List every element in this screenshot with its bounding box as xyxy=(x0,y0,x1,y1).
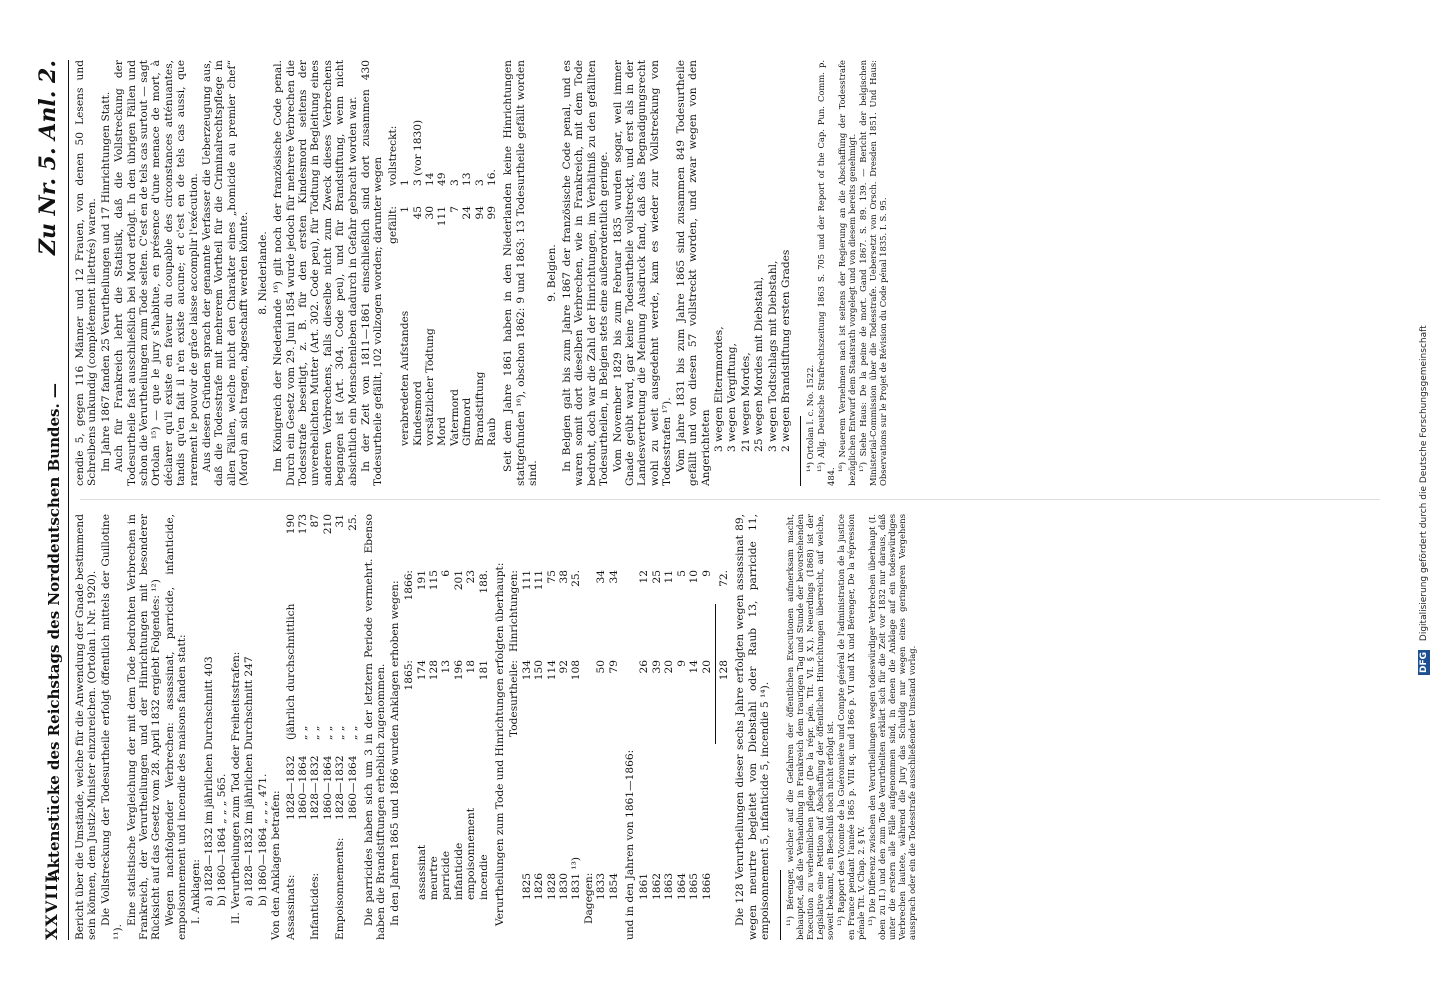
table-cell: 3 xyxy=(473,179,486,186)
table-cell: 1828 xyxy=(545,873,558,900)
paragraph: Im Königreich der Niederlande ¹⁶) gilt noch der französische Code penal. Durch ein Gesetz vom 29. Juni 1854 wurde jedoch für mehrere Verbrechen die Todesstrafe beseitigt, z. B. für den ersten Kindesmord seitens der unverehelichten Mutter (Art. 302. Code peu), für Tödtung in Begleitung eines anderen Verbrechens, falls dieselbe nicht zum Zweck dieses Verbrechens begangen ist (Art. 304. Code peu), und für Brandstiftung, wenn nicht absichtlich ein Menschenleben dadurch in Gefahr gebracht worden war. xyxy=(272,60,359,486)
table-row xyxy=(533,514,545,940)
table-cell: 31 xyxy=(334,514,347,528)
paragraph: Bericht über die Umstände, welche für die Anwendung der Gnade bestimmend sein können, dem Justiz-Minister einzureichen. (Ortolan l. Nr. 1920). xyxy=(74,514,99,940)
table-cell: 173 xyxy=(296,514,309,535)
table-cell: 25. xyxy=(570,570,583,587)
paragraph: In Belgien galt bis zum Jahre 1867 der französische Code penal, und es waren somit dort dieselben Verbrechen, wie in Frankreich, mit dem Tode bedroht, doch war die Zahl der Hinrichtungen, im Verhältniß zu den gefällten Todesurtheilen, in Belgien stets eine außerordentlich geringe. xyxy=(561,60,611,486)
table-sum-row xyxy=(718,514,730,940)
table-row xyxy=(347,514,359,940)
table-cell: 1864 xyxy=(675,873,688,900)
table-cell: (jährlich durchschnittlich xyxy=(284,603,297,740)
table-row xyxy=(558,514,570,940)
table-cell: 92 xyxy=(558,660,571,674)
table-label: Dagegen: xyxy=(582,872,595,924)
table-cell xyxy=(322,820,334,940)
paragraph: Aus diesen Gründen sprach der genannte Verfasser die Ueberzeugung aus, daß die Todesstrafe mit mehrerem Vortheil für die Criminalrechtspflege in allen Fällen, welche nicht den Charakter eines „homicide au premier chef“ (Mord) an sich tragen, abgeschafft werden könnte. xyxy=(201,60,251,486)
footnote: ¹⁷) Siehe Haus: De la peine de mort. Gand 1867. S. 89. 139. — Bericht der belgischen Ministerial-Commission über die Todesstrafe. Uebersetzt von Orsch. Dresden 1851. Und Haus: Observations sur le Projet de Révision du Code pénal 1835. I. S. 95. xyxy=(858,60,889,486)
table-cell: 174 xyxy=(415,660,428,681)
table-header-cell: vollstreckt: xyxy=(386,125,399,186)
table-cell: Assassinats: xyxy=(284,874,297,940)
table-header xyxy=(403,514,415,940)
table-cell: „ „ xyxy=(346,725,359,740)
table-cell: 13 xyxy=(440,660,453,674)
table-cell: 108 xyxy=(570,660,583,681)
table-header xyxy=(387,60,399,486)
netherlands-table xyxy=(387,60,499,486)
paragraph: Eine statistische Vergleichung der mit dem Tode bedrohten Verbrechen in Frankreich, der Verurtheilungen und der Hinrichtungen mit besonderer Rücksicht auf das Gesetz vom 28. April 1832 ergiebt Folgendes: ¹²) xyxy=(125,514,163,940)
table-header-cell xyxy=(403,750,415,940)
table-cell: 1 xyxy=(399,206,412,213)
table-cell: 23 xyxy=(465,570,478,584)
table-cell: Brandstiftung xyxy=(473,371,486,446)
paragraph: Die parricides haben sich um 3 in der letztern Periode vermehrt. Ebenso haben die Brandstiftungen erheblich zugenommen. xyxy=(362,514,388,940)
table-cell: „ „ xyxy=(309,725,322,740)
table-cell: 128 xyxy=(427,660,440,681)
table-row xyxy=(651,514,663,940)
table-cell: 1862 xyxy=(650,873,663,900)
table-cell: 1865 xyxy=(688,873,701,900)
digitization-credit xyxy=(1418,10,1430,990)
table-cell: 30 xyxy=(423,206,436,220)
table-header-cell: Hinrichtungen: xyxy=(508,570,521,653)
table-cell: Raub xyxy=(486,417,498,446)
table-cell: 196 xyxy=(452,660,465,681)
footnote: ¹⁴) Ortolan l. c. No. 1522. xyxy=(805,364,816,472)
header-section: Zu Nr. 5. Anl. 2. xyxy=(35,60,61,256)
list-item: a) 1828—1832 im jährlichen Durchschnitt 403 xyxy=(203,656,216,906)
executions-1861-1866-table xyxy=(638,514,730,940)
table-cell: Giftmord xyxy=(461,397,474,446)
table-header-cell: gefällt: xyxy=(386,206,399,244)
table-cell: 150 xyxy=(533,660,546,681)
table-cell: vorsätzlicher Tödtung xyxy=(423,328,436,446)
list-item: 3 wegen Todtschlags mit Diebstahl, xyxy=(766,260,779,452)
table-row xyxy=(521,514,533,940)
table-row xyxy=(424,60,436,486)
table-header-cell xyxy=(387,266,399,486)
footnote-rule xyxy=(800,416,801,486)
table-cell: 49 xyxy=(436,172,449,186)
table-row xyxy=(570,514,582,940)
list-heading: II. Verurtheilungen zum Tod oder Freiheitsstrafen: xyxy=(229,651,242,924)
paragraph: Auch für Frankreich lehrt die Statistik, daß die Vollstreckung der Todesurtheile fast ausschließlich bei Mord erfolgt. In den übrigen Fällen und schon die Verurtheilungen zum Tode selten. C'est en de tels cas surtout — sagt Ortolan ¹⁵) — que le jury s'habitue, en présence d'une menace de mort, à déclarer qu'il existe en faveur du coupable des circonstances atténuantes, tandis qu'en fait il n'en existe aucune; et c'est en de tels cas aussi, que rarement le pouvoir de grâce laisse accomplir l'exécution. xyxy=(113,60,200,486)
table-cell: 210 xyxy=(321,514,334,535)
table-cell: 1828—1832 xyxy=(334,755,347,820)
list-heading: I. Anklagen: xyxy=(189,859,202,924)
sum-rule xyxy=(715,604,716,744)
running-header xyxy=(35,60,69,940)
table-row xyxy=(412,60,424,486)
footnote-rule xyxy=(780,870,781,940)
table-cell: 87 xyxy=(309,514,322,528)
table-cell: 26 xyxy=(638,660,651,674)
table-cell: Mord xyxy=(436,416,449,446)
dfg-logo: DFG xyxy=(1419,651,1429,673)
table-cell: 1866 xyxy=(700,873,713,900)
footnote: ¹³) Die Differenz zwischen den Verurtheilungen wegen todeswürdiger Verbrechen überhaupt (I. oben zu II.) und den zum Tode Verurtheilten erklärt sich für die Zeit vor 1832 nur daraus, daß unter die erstern alle Fälle aufgenommen sind, in denen die Anklage auf ein todeswürdiges Verbrechen lautete, während die Jury das Schuldig nur wegen eines geringeren Vergehens aussprach oder ein die Todesstrafe ausschließender Umstand vorlag. xyxy=(866,514,917,940)
table-cell: 5 xyxy=(675,570,688,577)
table-cell: 114 xyxy=(545,660,558,681)
list-item: b) 1860—1864 „ „ „ 565. xyxy=(216,773,229,906)
table-cell: 7 xyxy=(448,206,461,213)
table-row xyxy=(453,514,465,940)
table-cell: infanticide xyxy=(452,842,465,900)
right-column xyxy=(74,60,889,486)
footnote: ¹⁶) Neuerem Vernehmen nach ist seitens der Regierung an die Abschaffung der Todesstrafe bezüglichen Entwurf dem Staatsrath vorgelegt und von diesem bereits genehmigt. xyxy=(837,60,858,486)
table-row xyxy=(449,60,461,486)
table-cell: 9 xyxy=(700,570,713,577)
list-item: 3 wegen Elternmordes, xyxy=(712,326,725,452)
table-header-cell: 1865: xyxy=(403,660,416,691)
table-row xyxy=(416,514,428,940)
paragraph: Vom November 1829 bis zum Februar 1835 wurden sogar, weil immer Gnade geübt ward, gar keine Todesurtheile vollstreckt, und erst als in der Landesvertretung die Meinung Ausdruck fand, daß das Begnadigungsrecht wohl zu weit ausgedehnt werde, kam es wieder zur Vollstreckung von Todesstrafen ¹⁷). xyxy=(611,60,674,486)
page-number: XXVIII xyxy=(42,874,61,940)
table-cell: 6 xyxy=(440,570,453,577)
paragraph: cendie 5, gegen 116 Männer und 12 Frauen, von denen 50 Lesens und Schreibens unkundig (complétement illettrés) waren. xyxy=(74,60,99,486)
paragraph: Von den Anklagen betrafen: xyxy=(270,790,283,940)
table-cell: 10 xyxy=(688,570,701,584)
table-cell: 1 xyxy=(399,179,412,186)
table-row xyxy=(676,514,688,940)
paragraph: In der Zeit von 1811—1861 einschließlich sind dort zusammen 430 Todesurtheile gefällt, 102 vollzogen worden; darunter wegen xyxy=(359,60,385,486)
table-header-cell xyxy=(508,750,520,940)
table-row xyxy=(595,514,607,940)
table-row xyxy=(608,514,620,940)
table-header-cell: Todesurtheile: xyxy=(508,660,521,737)
table-cell xyxy=(297,820,309,940)
table-cell: 1863 xyxy=(663,873,676,900)
list-item: 3 wegen Vergiftung, xyxy=(726,343,739,452)
table-row xyxy=(688,514,700,940)
table-cell: 3 (vor 1830) xyxy=(411,119,424,186)
table-cell: 20 xyxy=(700,660,713,674)
table-cell: 24 xyxy=(461,206,474,220)
death-sentences-table xyxy=(508,514,620,940)
table-cell: 9 xyxy=(675,660,688,667)
table-cell: 13 xyxy=(461,172,474,186)
table-cell: assassinat xyxy=(415,844,428,900)
paragraph: Im Jahre 1867 fanden 25 Verurtheilungen und 17 Hinrichtungen Statt. xyxy=(99,91,112,472)
scanned-page xyxy=(36,30,1396,970)
table-cell: 45 xyxy=(411,206,424,220)
table-cell: 1828—1832 xyxy=(284,755,297,820)
paragraph: Die Vollstreckung der Todesurtheile erfolgt öffentlich mittels der Guillotine ¹¹). xyxy=(99,514,125,940)
table-cell: 201 xyxy=(452,570,465,591)
table-cell: 134 xyxy=(520,660,533,681)
table-cell: 1830 xyxy=(558,873,571,900)
table-cell: 188. xyxy=(477,570,490,594)
table-cell: Vatermord xyxy=(448,389,461,446)
table-cell: 1854 xyxy=(607,873,620,900)
table-cell: 111 xyxy=(520,570,533,591)
table-cell: 25 xyxy=(650,570,663,584)
table-cell: 50 xyxy=(595,660,608,674)
header-title: Aktenstücke des Reichstags des Norddeutschen Bundes. — xyxy=(45,383,63,880)
list-item: b) 1860—1864 „ „ „ 471. xyxy=(256,773,269,906)
table-cell: „ „ xyxy=(296,725,309,740)
table-row xyxy=(461,60,473,486)
table-cell: „ „ xyxy=(334,725,347,740)
table-cell: 115 xyxy=(427,570,440,591)
table-cell: 38 xyxy=(558,570,571,584)
table-header-cell: 1866: xyxy=(403,570,416,601)
paragraph: Verurtheilungen zum Tode und Hinrichtungen erfolgten überhaupt: xyxy=(494,562,506,926)
table-row xyxy=(638,514,650,940)
table-cell: 34 xyxy=(607,570,620,584)
table-cell: meurtre xyxy=(427,856,440,900)
table-cell: 111 xyxy=(436,206,449,227)
table-row xyxy=(322,514,334,940)
list-item: 2 wegen Brandstiftung ersten Grades xyxy=(779,249,792,452)
table-cell: 1860—1864 xyxy=(296,755,309,820)
table-cell: 94 xyxy=(473,206,486,220)
table-row xyxy=(465,514,477,940)
table-cell: 1833 xyxy=(595,873,608,900)
paragraph: Die 128 Verurtheilungen dieser sechs Jahre erfolgten wegen assassinat 89, wegen meurtre begleitet von Diebstahl oder Raub 13, parricide 11, empoisonnement 5, infanticide 5, incendie 5 ¹⁴). xyxy=(734,514,772,940)
table-row xyxy=(583,514,595,940)
table-row xyxy=(285,514,297,940)
table-cell: 128 xyxy=(717,660,730,681)
table-cell: 111 xyxy=(533,570,546,591)
table-cell: 72. xyxy=(717,570,730,587)
table-cell: 1860—1864 xyxy=(321,755,334,820)
paragraph: und in den Jahren von 1861—1866: xyxy=(624,749,637,940)
table-cell: 18 xyxy=(465,660,478,674)
credit-text: Digitalisierung gefördert durch die Deutsche Forschungsgemeinschaft xyxy=(1419,325,1429,641)
table-row xyxy=(436,60,448,486)
table-cell: 12 xyxy=(638,570,651,584)
table-row xyxy=(428,514,440,940)
table-row xyxy=(297,514,309,940)
table-cell: Kindesmord xyxy=(411,381,424,446)
table-row xyxy=(478,514,490,940)
paragraph: Seit dem Jahre 1861 haben in den Niederlanden keine Hinrichtungen stattgefunden ¹⁶), obschon 1862: 9 und 1863: 13 Todesurtheile gefällt worden sind. xyxy=(502,60,540,486)
list-item: a) 1828—1832 im jährlichen Durchschnitt 247 xyxy=(243,656,256,906)
table-cell: 39 xyxy=(650,660,663,674)
table-cell: 25. xyxy=(346,514,359,531)
table-cell: parricide xyxy=(440,851,453,900)
table-row xyxy=(486,60,498,486)
table-cell: 14 xyxy=(423,172,436,186)
section-heading: 9. Belgien. xyxy=(545,244,558,302)
table-cell: 75 xyxy=(545,570,558,584)
table-row xyxy=(663,514,675,940)
table-row xyxy=(546,514,558,940)
footnote: ¹⁵) Allg. Deutsche Strafrechtszeitung 1863 S. 705 und der Report of the Cap. Pun. Comm. p. 484. xyxy=(816,60,837,486)
list-item: 25 wegen Mordes mit Diebstahl, xyxy=(753,276,766,452)
table-cell: 1860—1864 xyxy=(346,755,359,820)
table-cell: verabredeten Aufstandes xyxy=(399,310,412,446)
list-item: 21 wegen Mordes, xyxy=(739,352,752,452)
table-row xyxy=(334,514,346,940)
paragraph: In den Jahren 1865 und 1866 wurden Anklagen erhoben wegen: xyxy=(388,580,401,926)
table-cell: 1826 xyxy=(533,873,546,900)
table-cell: 190 xyxy=(284,514,297,535)
table-row xyxy=(440,514,452,940)
left-column xyxy=(74,514,918,940)
section-heading: 8. Niederlande. xyxy=(256,231,269,315)
table-cell: Empoisonnements: xyxy=(334,837,347,940)
table-cell: 181 xyxy=(477,660,490,681)
table-cell: 3 xyxy=(448,179,461,186)
crimes-table xyxy=(403,514,490,940)
footnote: ¹²) Rapport des Vicomte de la Guéronnière und Compte général de l'administration de la justice en France pendant l'année 1865 p. VIII sq. und 1866 p. VI und IX und Bérenger, De la répression pénale Tit. V. Chap. 2. § IV. xyxy=(835,514,866,940)
table-row xyxy=(309,514,321,940)
table-cell: 11 xyxy=(663,570,676,584)
table-cell: 1828—1832 xyxy=(309,755,322,820)
footnote: ¹¹) Bérenger, welcher auf die Gefahren der öffentlichen Executionen aufmerksam macht, behauptet, daß die Verhandlung in Frankreich dem traurigen Tag und Stunde der bevorstehenden Execution zu verheimlichen pflege (De la répr. pén. Tit. VI. § X.). Neuerdings (1868) ist der Legislative eine Petition auf Abschaffung der öffentlichen Hinrichtungen überreicht, auf welche, soweit bekannt, ein Beschluß noch nicht erfolgt ist. xyxy=(784,514,835,940)
table-cell: 1825 xyxy=(520,873,533,900)
table-row xyxy=(399,60,411,486)
table-cell: 34 xyxy=(595,570,608,584)
table-cell: „ „ xyxy=(321,725,334,740)
table-header xyxy=(508,514,520,940)
table-cell: Infanticides: xyxy=(309,872,322,940)
column-separator xyxy=(80,499,1380,500)
paragraph: Wegen nachfolgender Verbrechen: assassinat, parricide, infanticide, empoisonnement und incendie des maisons fanden statt: xyxy=(163,514,189,940)
table-cell: 79 xyxy=(607,660,620,674)
table-cell: 1831 ¹³) xyxy=(570,857,583,900)
charges-table xyxy=(285,514,359,940)
table-cell: 16. xyxy=(486,169,498,186)
table-cell: empoisonnement xyxy=(465,808,478,900)
table-cell: 20 xyxy=(663,660,676,674)
table-cell: 1861 xyxy=(638,873,651,900)
table-cell xyxy=(347,820,359,940)
table-row xyxy=(701,514,713,940)
table-row xyxy=(474,60,486,486)
paragraph: Vom Jahre 1831 bis zum Jahre 1865 sind zusammen 849 Todesurtheile gefällt und von diesen 57 vollstreckt worden, und zwar wegen von den Angerichteten xyxy=(674,60,712,486)
table-cell: 14 xyxy=(688,660,701,674)
table-cell: 191 xyxy=(415,570,428,591)
table-cell: incendie xyxy=(477,854,490,900)
table-cell: 99 xyxy=(486,206,498,220)
